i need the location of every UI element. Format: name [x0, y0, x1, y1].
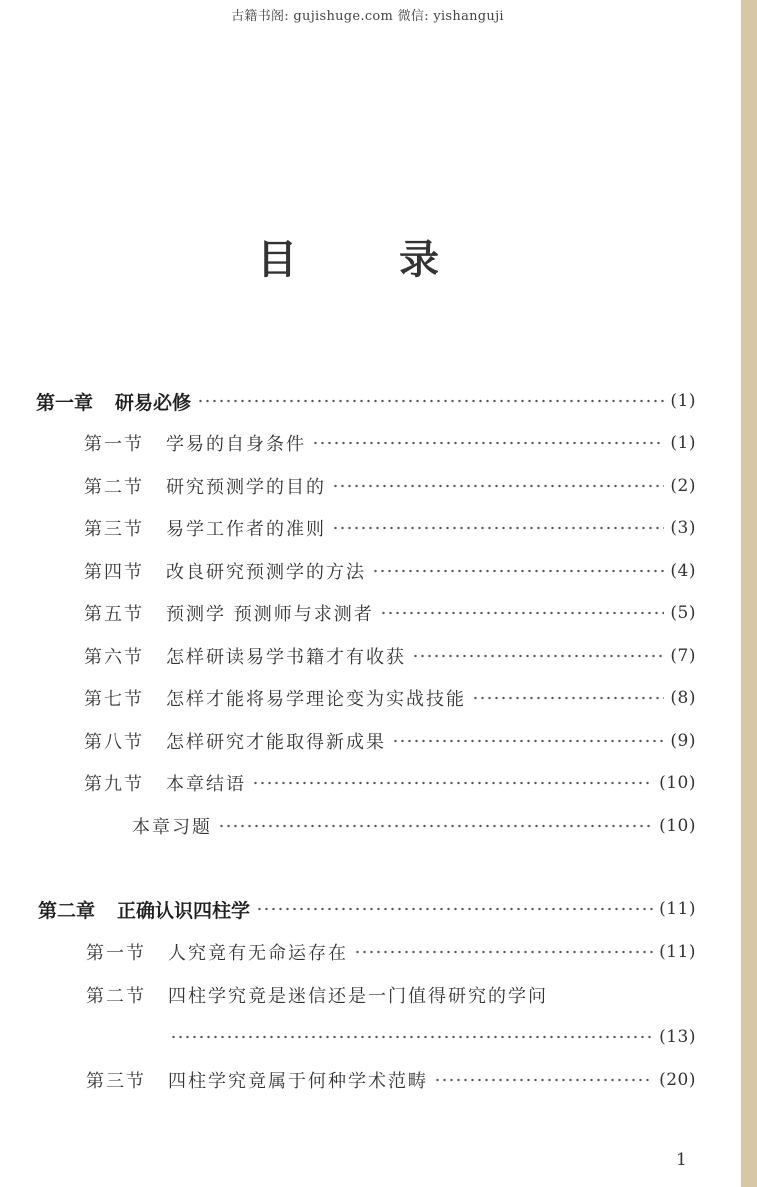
toc-section-1-2[interactable]: [84, 471, 696, 501]
toc-section-2-1[interactable]: [86, 937, 696, 967]
toc-section-2-3[interactable]: [86, 1065, 696, 1095]
dot-leader: [380, 609, 665, 617]
section-number: 第八节: [84, 732, 144, 753]
toc-chapter-1[interactable]: [36, 386, 696, 416]
toc-section-1-9[interactable]: [84, 768, 696, 798]
toc-section-1-3[interactable]: [84, 513, 696, 543]
dot-leader: [170, 1033, 653, 1041]
exercises-title: 本章习题: [132, 817, 212, 838]
dot-leader: [312, 439, 664, 447]
section-number: 第九节: [84, 774, 144, 795]
dot-leader: [434, 1076, 653, 1084]
page-number: (1): [670, 391, 696, 411]
section-number: 第二节: [86, 986, 146, 1007]
section-title: 预测学 预测师与求测者: [166, 604, 374, 625]
section-number: 第五节: [84, 604, 144, 625]
page-number: (5): [670, 603, 696, 623]
toc-exercises-1[interactable]: [132, 811, 696, 841]
toc-section-1-7[interactable]: [84, 683, 696, 713]
page-number: (10): [659, 773, 696, 793]
dot-leader: [372, 567, 664, 575]
watermark-header: 古籍书阁: gujishuge.com 微信: yishanguji: [231, 9, 504, 24]
toc-section-1-1[interactable]: [84, 428, 696, 458]
page-number: (11): [659, 899, 696, 919]
page-edge-strip: [741, 0, 757, 1187]
toc-section-1-5[interactable]: [84, 598, 696, 628]
dot-leader: [332, 482, 664, 490]
page-number: (20): [659, 1070, 696, 1090]
dot-leader: [197, 397, 664, 405]
toc-section-2-2-continued[interactable]: [170, 1022, 696, 1052]
page-folio-number: 1: [676, 1150, 687, 1170]
page-number: (7): [670, 646, 696, 666]
section-title: 人究竟有无命运存在: [168, 943, 348, 964]
dot-leader: [412, 652, 664, 660]
dot-leader: [332, 524, 664, 532]
section-title: 改良研究预测学的方法: [166, 562, 366, 583]
section-number: 第二节: [84, 477, 144, 498]
section-number: 第三节: [86, 1071, 146, 1092]
section-title: 四柱学究竟是迷信还是一门值得研究的学问: [168, 986, 548, 1007]
dot-leader: [472, 694, 664, 702]
section-title: 学易的自身条件: [166, 434, 306, 455]
chapter-number: 第一章: [36, 391, 94, 414]
dot-leader: [218, 822, 653, 830]
dot-leader: [354, 948, 653, 956]
toc-section-1-6[interactable]: [84, 641, 696, 671]
section-title: 怎样研究才能取得新成果: [166, 732, 386, 753]
section-title: 怎样才能将易学理论变为实战技能: [166, 689, 466, 710]
page-number: (11): [659, 942, 696, 962]
section-number: 第四节: [84, 562, 144, 583]
section-title: 四柱学究竟属于何种学术范畴: [168, 1071, 428, 1092]
dot-leader: [392, 737, 664, 745]
section-title: 本章结语: [166, 774, 246, 795]
page-number: (13): [659, 1027, 696, 1047]
toc-section-1-4[interactable]: [84, 556, 696, 586]
page-number: (10): [659, 816, 696, 836]
section-title: 怎样研读易学书籍才有收获: [166, 647, 406, 668]
section-number: 第一节: [84, 434, 144, 455]
page-number: (1): [670, 433, 696, 453]
page-title: 目 录: [257, 236, 483, 283]
section-number: 第七节: [84, 689, 144, 710]
toc-chapter-2[interactable]: [38, 894, 696, 924]
section-title: 研究预测学的目的: [166, 477, 326, 498]
dot-leader: [252, 779, 653, 787]
page-number: (3): [670, 518, 696, 538]
chapter-title: 研易必修: [115, 391, 192, 414]
dot-leader: [256, 905, 653, 913]
chapter-title: 正确认识四柱学: [117, 899, 251, 922]
page-number: (2): [670, 476, 696, 496]
section-number: 第六节: [84, 647, 144, 668]
page-number: (8): [670, 688, 696, 708]
page-number: (4): [670, 561, 696, 581]
toc-section-1-8[interactable]: [84, 726, 696, 756]
section-title: 易学工作者的准则: [166, 519, 326, 540]
toc-section-2-2[interactable]: [86, 980, 696, 1010]
page-number: (9): [670, 731, 696, 751]
chapter-number: 第二章: [38, 899, 96, 922]
section-number: 第三节: [84, 519, 144, 540]
section-number: 第一节: [86, 943, 146, 964]
